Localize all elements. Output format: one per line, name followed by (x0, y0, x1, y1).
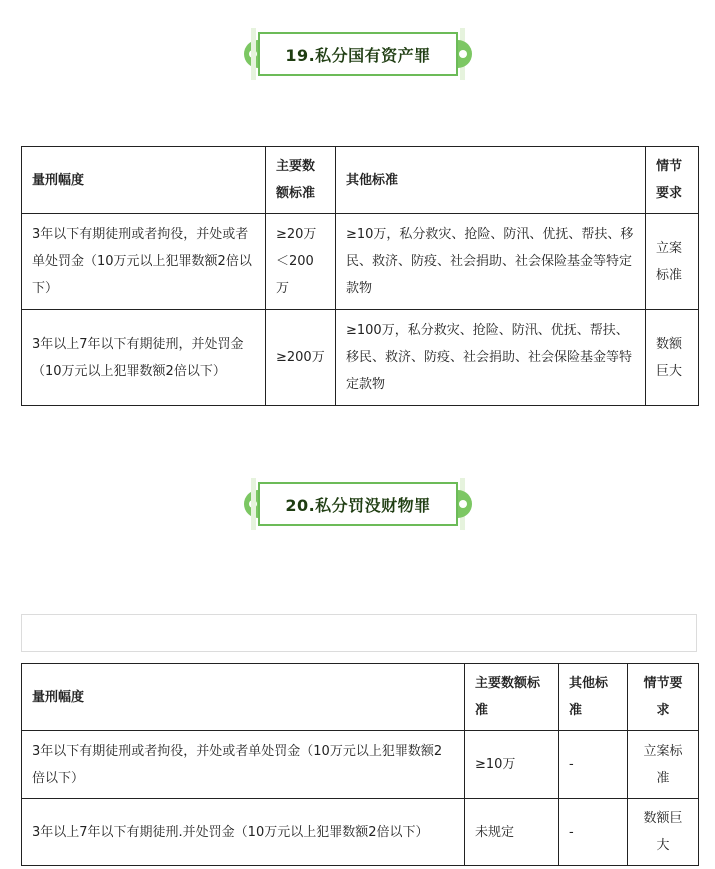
header-circumstance: 情节要求 (628, 664, 699, 731)
cell-main-amount: 未规定 (465, 799, 559, 866)
cell-sentence-range: 3年以上7年以下有期徒刑.并处罚金（10万元以上犯罪数额2倍以下） (22, 799, 465, 866)
cell-other-standard: ≥100万，私分救灾、抢险、防汛、优抚、帮扶、移民、救济、防疫、社会捐助、社会保险基金等特定款物 (336, 310, 646, 406)
table-row (22, 214, 699, 310)
cell-circumstance: 立案标准 (628, 731, 699, 799)
cell-sentence-range: 3年以下有期徒刑或者拘役，并处或者单处罚金（10万元以上犯罪数额2倍以下） (22, 214, 266, 310)
ornament-dot-right (459, 500, 467, 508)
cell-sentence-range: 3年以上7年以下有期徒刑，并处罚金（10万元以上犯罪数额2倍以下） (22, 310, 266, 406)
empty-box (21, 614, 697, 652)
section-heading-1 (0, 28, 715, 80)
header-sentence-range: 量刑幅度 (22, 664, 465, 731)
cell-other-standard: - (559, 799, 628, 866)
section-title: 19.私分国有资产罪 (258, 32, 458, 76)
table-row (22, 731, 699, 799)
section-heading-2 (0, 478, 715, 530)
cell-main-amount: ≥200万 (266, 310, 336, 406)
ornament-dot-right (459, 50, 467, 58)
cell-other-standard: - (559, 731, 628, 799)
header-main-amount: 主要数额标准 (266, 147, 336, 214)
table-row (22, 799, 699, 866)
cell-other-standard: ≥10万，私分救灾、抢险、防汛、优抚、帮扶、移民、救济、防疫、社会捐助、社会保险基金等特定款物 (336, 214, 646, 310)
cell-sentence-range: 3年以下有期徒刑或者拘役，并处或者单处罚金（10万元以上犯罪数额2倍以下） (22, 731, 465, 799)
header-main-amount: 主要数额标准 (465, 664, 559, 731)
sentencing-table-2 (21, 663, 699, 866)
header-circumstance: 情节要求 (646, 147, 699, 214)
header-other-standard: 其他标准 (336, 147, 646, 214)
cell-main-amount: ≥20万＜200万 (266, 214, 336, 310)
header-other-standard: 其他标准 (559, 664, 628, 731)
header-sentence-range: 量刑幅度 (22, 147, 266, 214)
table-header-row (22, 147, 699, 214)
cell-circumstance: 数额巨大 (628, 799, 699, 866)
sentencing-table-1 (21, 146, 699, 406)
cell-main-amount: ≥10万 (465, 731, 559, 799)
table-header-row (22, 664, 699, 731)
cell-circumstance: 数额巨大 (646, 310, 699, 406)
cell-circumstance: 立案标准 (646, 214, 699, 310)
table-row (22, 310, 699, 406)
section-title: 20.私分罚没财物罪 (258, 482, 458, 526)
